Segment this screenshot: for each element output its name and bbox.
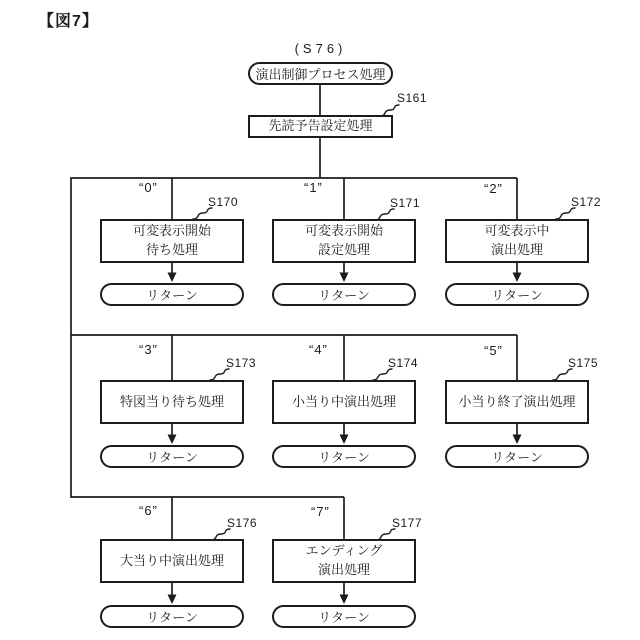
case-label-0: “0” — [139, 180, 158, 195]
return-node-3: リターン — [100, 445, 244, 468]
process-box-s175: 小当り終了演出処理 — [445, 380, 589, 424]
ref-label-s171: S171 — [390, 196, 421, 210]
figure-label: 【図7】 — [38, 13, 99, 30]
process-box-s171: 可変表示開始 設定処理 — [272, 219, 416, 263]
connector-lines — [71, 85, 517, 595]
process-box-s172: 可変表示中 演出処理 — [445, 219, 589, 263]
process-box-s176: 大当り中演出処理 — [100, 539, 244, 583]
case-label-3: “3” — [139, 342, 158, 357]
ref-label-s176: S176 — [227, 516, 258, 530]
return-node-6: リターン — [100, 605, 244, 628]
ref-label-s175: S175 — [568, 356, 599, 370]
reference-leader-squiggles — [193, 105, 575, 540]
case-label-2: “2” — [484, 181, 503, 196]
ref-label-s172: S172 — [571, 195, 602, 209]
ref-label-s174: S174 — [388, 356, 419, 370]
case-label-5: “5” — [484, 343, 503, 358]
ref-label-s161: S161 — [397, 91, 428, 105]
case-label-6: “6” — [139, 503, 158, 518]
start-step-label: (S76) — [294, 41, 347, 56]
process-box-s173: 特図当り待ち処理 — [100, 380, 244, 424]
ref-label-s177: S177 — [392, 516, 423, 530]
case-label-7: “7” — [311, 504, 330, 519]
return-node-1: リターン — [272, 283, 416, 306]
process-box-s170: 可変表示開始 待ち処理 — [100, 219, 244, 263]
case-label-1: “1” — [304, 180, 323, 195]
process-box-s177: エンディング 演出処理 — [272, 539, 416, 583]
return-node-5: リターン — [445, 445, 589, 468]
ref-label-s170: S170 — [208, 195, 239, 209]
start-node: 演出制御プロセス処理 — [248, 62, 393, 85]
return-node-2: リターン — [445, 283, 589, 306]
process-box-s174: 小当り中演出処理 — [272, 380, 416, 424]
return-node-0: リターン — [100, 283, 244, 306]
case-label-4: “4” — [309, 342, 328, 357]
process-box-s161: 先読予告設定処理 — [248, 115, 393, 138]
return-node-4: リターン — [272, 445, 416, 468]
return-node-7: リターン — [272, 605, 416, 628]
ref-label-s173: S173 — [226, 356, 257, 370]
